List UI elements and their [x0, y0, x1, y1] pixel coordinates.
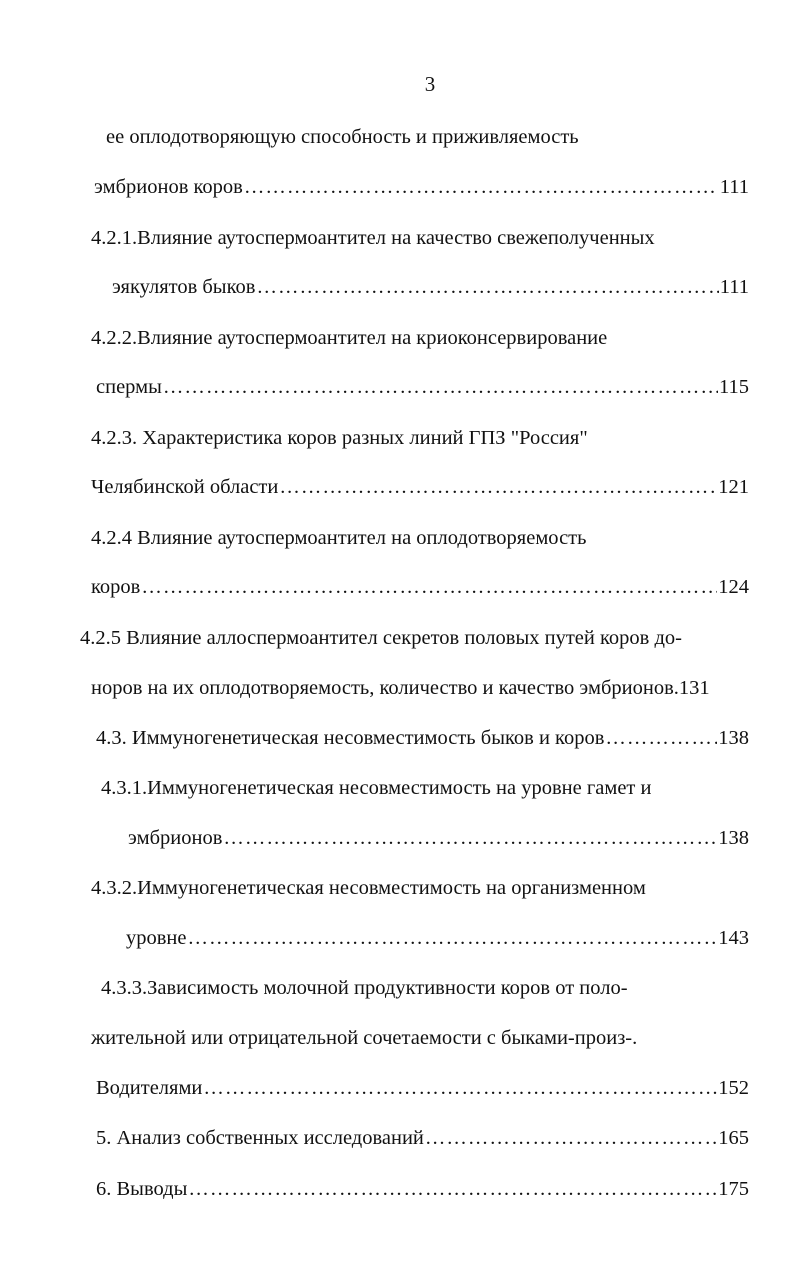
toc-entry-page: 111	[719, 176, 749, 198]
toc-entry-page: 138	[718, 827, 749, 849]
toc-entry-title: эмбрионов коров	[94, 176, 243, 198]
toc-entry-page: 143	[718, 927, 749, 949]
toc-line: 4.2.1.Влияние аутоспермоантител на качество свежеполученных	[91, 227, 655, 249]
toc-entry-title: Водителями	[96, 1077, 203, 1099]
toc-entry-page: 121	[718, 476, 749, 498]
toc-line: 4.3.3.Зависимость молочной продуктивности коров от поло-	[101, 977, 628, 999]
toc-entry	[96, 1175, 749, 1203]
dot-leader	[256, 273, 718, 301]
dot-leader	[605, 724, 717, 752]
dot-leader	[425, 1124, 717, 1152]
toc-entry	[126, 924, 749, 952]
toc-entry	[128, 824, 749, 852]
toc-entry-title: 4.3. Иммуногенетическая несовместимость быков и коров	[96, 727, 605, 749]
dot-leader	[279, 473, 717, 501]
toc-entry	[91, 473, 749, 501]
dot-leader	[188, 924, 718, 952]
toc-line: 4.2.4 Влияние аутоспермоантител на оплодотворяемость	[91, 527, 587, 549]
toc-entry	[96, 373, 749, 401]
dot-leader	[141, 573, 717, 601]
toc-entry	[96, 724, 749, 752]
dot-leader	[203, 1074, 717, 1102]
toc-entry-title: уровне	[126, 927, 187, 949]
dot-leader	[163, 373, 718, 401]
toc-entry	[96, 1124, 749, 1152]
dot-leader	[244, 173, 719, 201]
toc-entry	[112, 273, 749, 301]
toc-entry-page: 175	[718, 1178, 749, 1200]
toc-line: ее оплодотворяющую способность и приживляемость	[106, 126, 579, 148]
toc-line: 4.2.5 Влияние аллоспермоантител секретов половых путей коров до-	[80, 627, 682, 649]
toc-line: 4.2.2.Влияние аутоспермоантител на криоконсервирование	[91, 327, 608, 349]
toc-entry-title: эякулятов быков	[112, 276, 256, 298]
toc-entry-page: 138	[718, 727, 749, 749]
toc-entry	[91, 573, 749, 601]
toc-entry-page: 111	[719, 276, 749, 298]
toc-entry-title: 6. Выводы	[96, 1178, 188, 1200]
toc-entry-title: эмбрионов	[128, 827, 223, 849]
toc-entry	[96, 1074, 749, 1102]
toc-entry	[94, 173, 749, 201]
toc-line: 4.3.2.Иммуногенетическая несовместимость на организменном	[91, 877, 646, 899]
dot-leader	[188, 1175, 717, 1203]
toc-entry-title: коров	[91, 576, 141, 598]
page-number: 3	[424, 72, 436, 96]
dot-leader	[223, 824, 717, 852]
toc-entry-page: 124	[718, 576, 749, 598]
toc-line: 4.2.3. Характеристика коров разных линий ГПЗ "Россия"	[91, 427, 588, 449]
toc-line: жительной или отрицательной сочетаемости с быками-произ-.	[91, 1027, 638, 1049]
toc-entry-title: спермы	[96, 376, 162, 398]
toc-entry-page: 152	[718, 1077, 749, 1099]
toc-line: норов на их оплодотворяемость, количество и качество эмбрионов.131	[91, 677, 710, 699]
toc-entry-page: 115	[719, 376, 749, 398]
toc-entry-page: 165	[718, 1127, 749, 1149]
toc-entry-title: Челябинской области	[91, 476, 279, 498]
toc-entry-title: 5. Анализ собственных исследований	[96, 1127, 424, 1149]
toc-line: 4.3.1.Иммуногенетическая несовместимость на уровне гамет и	[101, 777, 652, 799]
